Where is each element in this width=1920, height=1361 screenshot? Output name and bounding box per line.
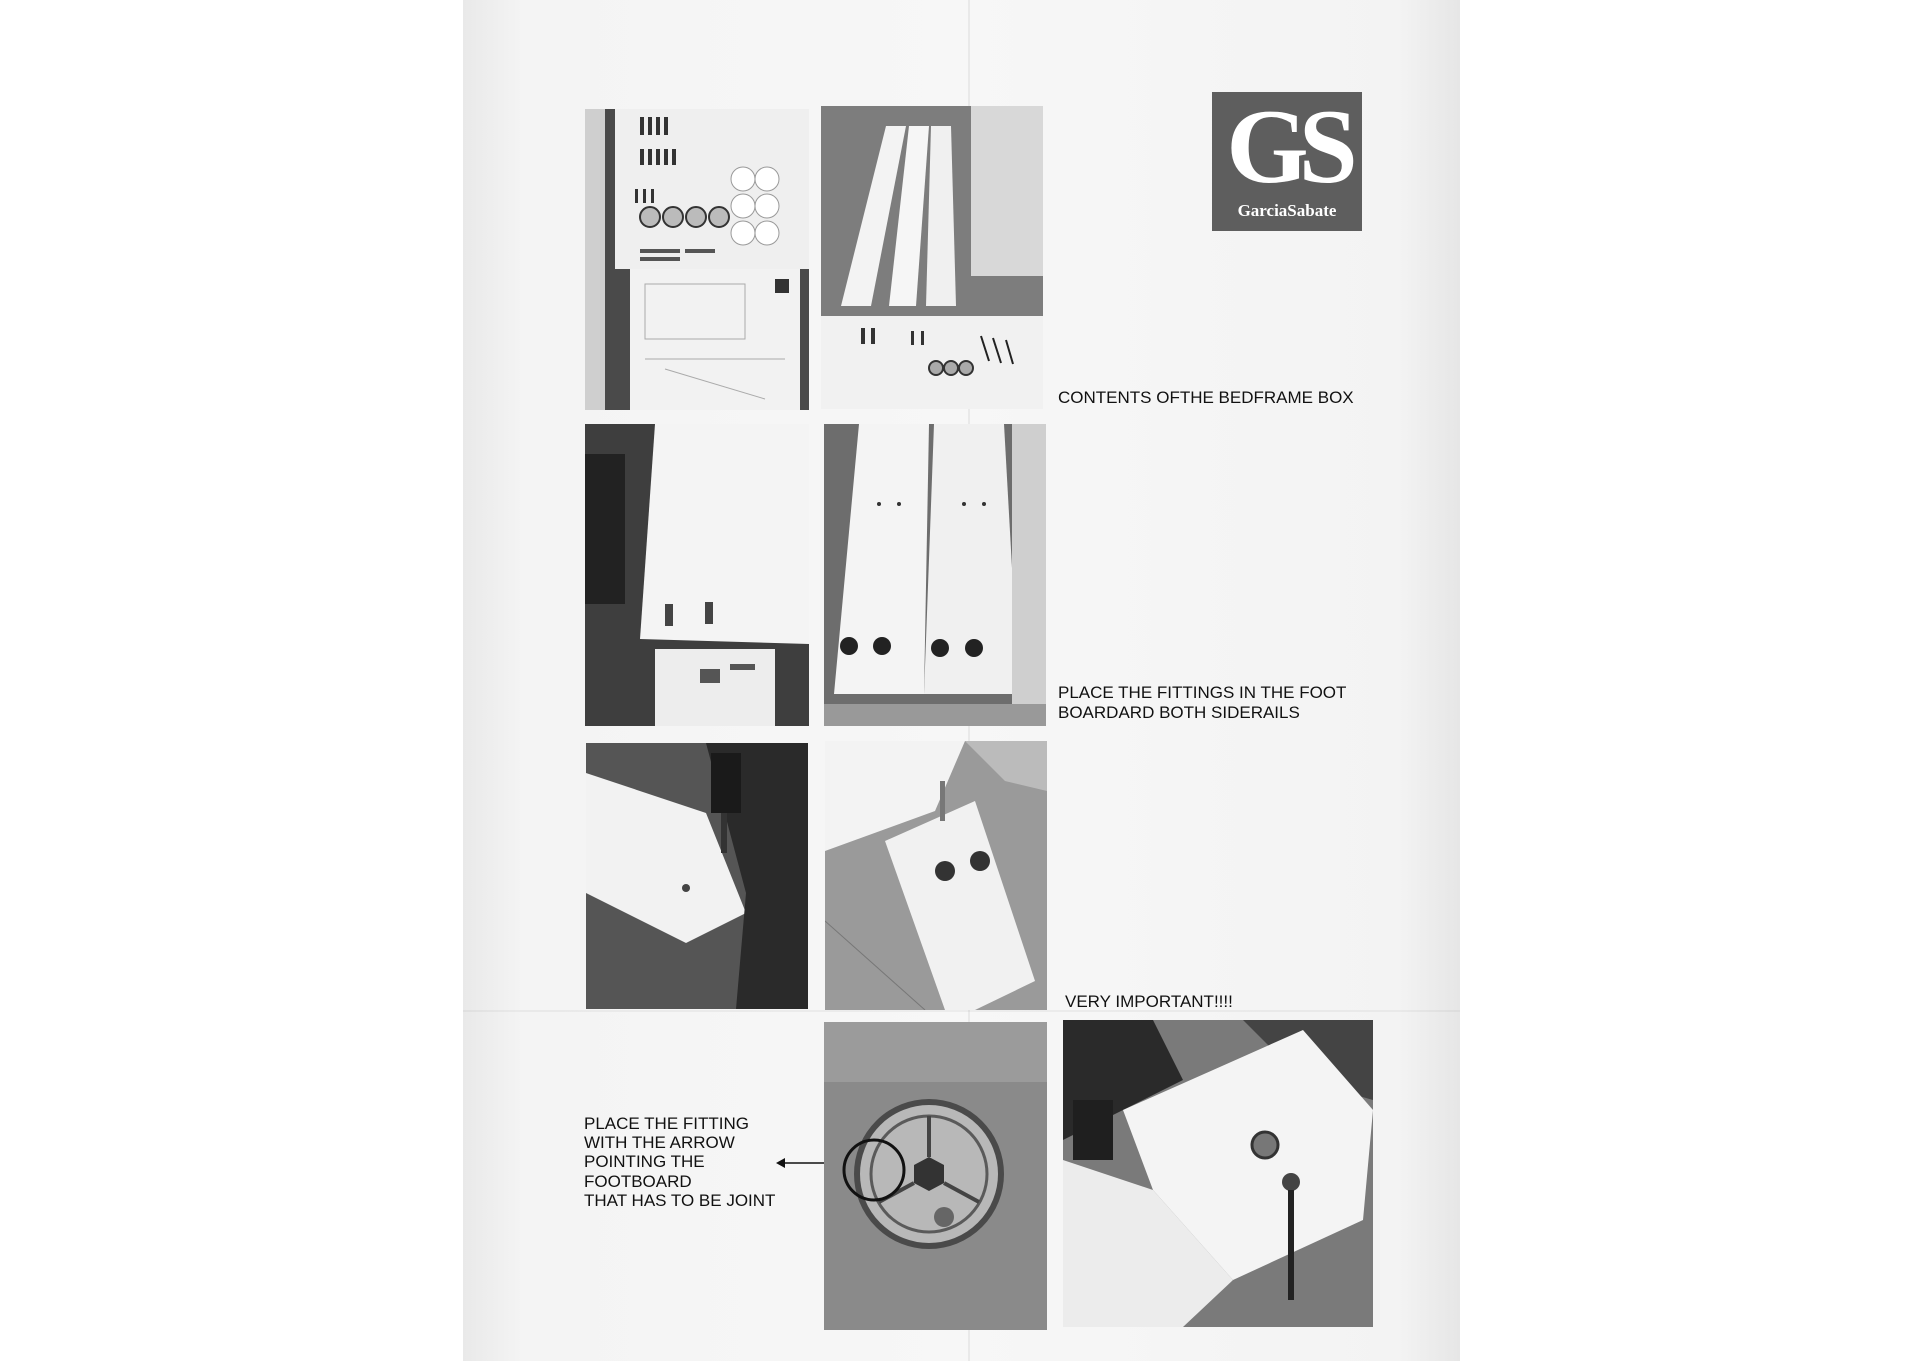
paper-fold-horizontal [463,1010,1460,1012]
boards-photo [821,106,1043,409]
bolt-joint-photo [1063,1020,1373,1327]
hardware-layout-photo [585,109,809,410]
caption-place-fitting-arrow: PLACE THE FITTING WITH THE ARROW POINTING THE FOOTBOARD THAT HAS TO BE JOINT [584,1114,776,1210]
caption-place-fittings: PLACE THE FITTINGS IN THE FOOT BOARDARD BOTH SIDERAILS [1058,683,1347,722]
footboard-holes-photo [824,424,1046,726]
logo-name: GarciaSabate [1237,201,1337,220]
photo-bolt-joint [1063,1020,1373,1327]
drill-photo [586,743,808,1009]
photo-fitting-closeup [825,741,1047,1010]
photo-contents-hardware [585,109,809,410]
photo-drilling [586,743,808,1009]
photo-contents-boards [821,106,1043,409]
garcia-sabate-logo [1212,88,1362,231]
siderail-photo [585,424,809,726]
caption-very-important: VERY IMPORTANT!!!! [1065,992,1233,1011]
photo-footboard-holes [824,424,1046,726]
arrow-left-icon [776,1156,824,1170]
logo-letters: GS [1226,88,1348,205]
photo-siderail-fittings [585,424,809,726]
caption-contents: CONTENTS OFTHE BEDFRAME BOX [1058,388,1354,407]
cam-fitting-photo [824,1022,1047,1330]
photo-cam-fitting [824,1022,1047,1330]
fitting-closeup-photo [825,741,1047,1010]
